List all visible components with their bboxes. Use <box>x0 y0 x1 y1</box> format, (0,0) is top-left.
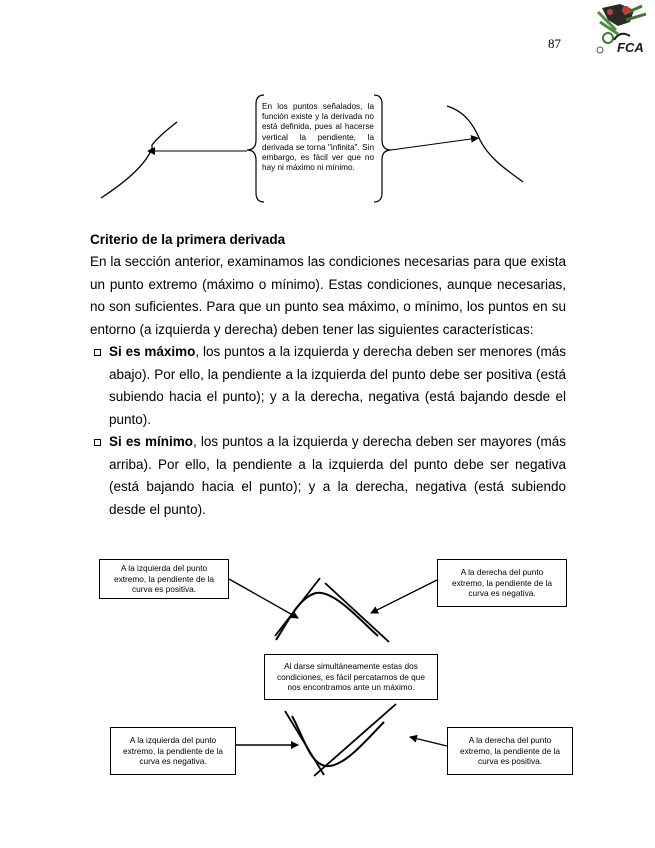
arrow-max-right <box>371 580 437 613</box>
min-left-box: A la izquierda del punto extremo, la pendiente de la curva es negativa. <box>110 727 236 775</box>
bullet-minimum-term: Si es mínimo <box>109 434 193 449</box>
page-number: 87 <box>548 36 561 51</box>
arrow-max-left <box>229 579 298 618</box>
section-heading: Criterio de la primera derivada <box>90 232 286 247</box>
tangent-positive-min <box>314 704 396 776</box>
logo-text: FCA <box>617 40 644 55</box>
cusp-curve-right <box>447 106 523 182</box>
arrow-to-right-cusp <box>391 138 478 150</box>
bullet-maximum-term: Si es máximo <box>109 344 196 359</box>
bullet-minimum-text: , los puntos a la izquierda y derecha deben ser mayores (más arriba). Por ello, la pendiente a la izquierda del punto debe ser negativa (está bajando hacia el punto); y a la derecha, negativa (está subiendo desde el punto). <box>109 434 566 517</box>
tangent-negative-min <box>285 711 324 775</box>
tangent-positive <box>275 578 320 636</box>
center-conclusion-box: Al darse simultáneamente estas dos condiciones, es fácil percatarnos de que nos encontramos ante un máximo. <box>264 654 438 700</box>
arrow-min-right <box>410 737 447 746</box>
bullet-minimum <box>90 431 566 521</box>
min-right-box: A la derecha del punto extremo, la pendiente de la curva es positiva. <box>447 727 573 775</box>
brace-right <box>374 95 391 202</box>
bullet-maximum <box>90 341 566 431</box>
minimum-curve <box>292 716 384 766</box>
cusp-curve-left <box>101 122 177 198</box>
bullet-maximum-text: , los puntos a la izquierda y derecha deben ser menores (más abajo). Por ello, la pendiente a la izquierda del punto debe ser positiva (está subiendo hacia el punto); y a la derecha, negativa (está bajando desde el punto). <box>109 344 567 427</box>
vertical-tangent-note: En los puntos señalados, la función existe y la derivada no está definida, pues al hacerse vertical la pendiente, la derivada se torna "infinita". Sin embargo, es fácil ver que no hay ni máximo ni mínimo. <box>262 102 374 173</box>
tangent-negative <box>325 583 389 642</box>
intro-paragraph: En la sección anterior, examinamos las condiciones necesarias para que exista un punto extremo (máximo o mínimo). Estas condiciones, aunque necesarias, no son suficientes. Para que un punto sea máximo, o mínimo, los puntos en su entorno (a izquierda y derecha) deben tener las siguientes características: <box>90 254 566 337</box>
section-body <box>90 251 566 521</box>
max-right-box: A la derecha del punto extremo, la pendiente de la curva es negativa. <box>437 559 567 607</box>
max-left-box: A la izquierda del punto extremo, la pendiente de la curva es positiva. <box>99 559 229 599</box>
